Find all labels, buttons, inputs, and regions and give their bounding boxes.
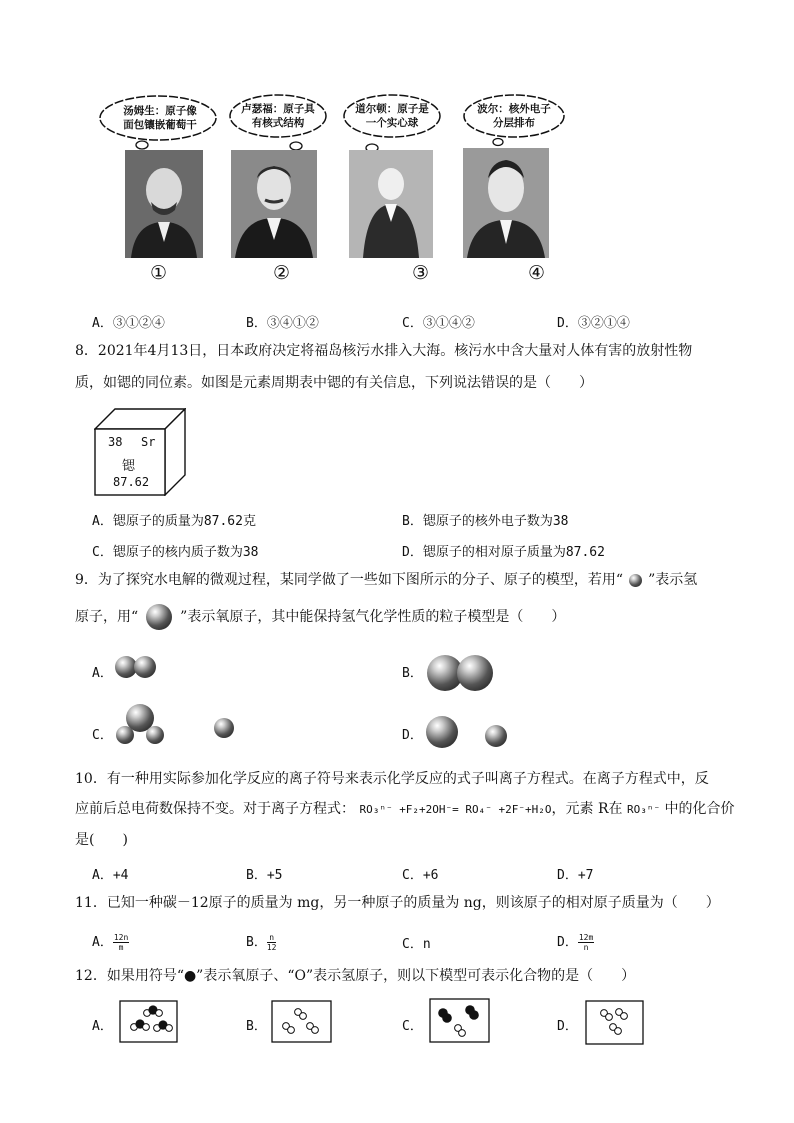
atomic-number: 38 <box>108 435 123 449</box>
bubble-text-line: 一个实心球 <box>365 117 419 129</box>
portrait-thomson <box>125 150 203 258</box>
element-symbol: Sr <box>141 435 156 449</box>
text-segment: ，元素 R在 <box>551 801 623 817</box>
option-c[interactable]: C．n <box>402 937 431 952</box>
option-a[interactable]: A．锶原子的质量为87.62克 <box>92 514 256 529</box>
question-9-text <box>75 570 697 590</box>
molecule-box-d <box>585 1000 645 1046</box>
numerator: 12n <box>113 933 129 942</box>
fraction <box>267 933 277 952</box>
option-a[interactable]: A． <box>92 666 113 681</box>
option-c[interactable]: C． <box>92 728 113 743</box>
fraction <box>578 933 594 952</box>
option-label: B． <box>246 935 267 950</box>
question-10-text: 是( ) <box>75 832 128 848</box>
text-segment: 原子，用“ <box>75 609 139 625</box>
option-a[interactable]: A． <box>92 1019 113 1034</box>
portrait-dalton <box>349 150 433 258</box>
portrait-rutherford <box>231 150 317 258</box>
hydrogen-atom-icon <box>134 656 156 678</box>
figure-number: ④ <box>528 262 546 284</box>
figure-number: ③ <box>412 262 430 284</box>
figure-number: ② <box>273 262 291 284</box>
oxygen-atom-icon <box>146 604 172 630</box>
denominator: m <box>118 943 124 952</box>
question-8-text: 8．2021年4月13日，日本政府决定将福岛核污水排入大海。核污水中含大量对人体有害的放射性物 <box>75 343 693 359</box>
bubble-text-line: 汤姆生：原子像 <box>123 105 197 117</box>
text-segment: 应前后总电荷数保持不变。对于离子方程式： <box>75 801 355 817</box>
ion-formula: RO₃ⁿ⁻ <box>626 803 661 816</box>
ionic-equation: RO₃ⁿ⁻ +F₂+2OH⁻= RO₄⁻ +2F⁻+H₂O <box>359 803 552 816</box>
atomic-mass: 87.62 <box>113 475 150 489</box>
bubble-text-line: 卢瑟福：原子具 <box>241 103 315 115</box>
option-d[interactable]: D．锶原子的相对原子质量为87.62 <box>402 545 605 560</box>
bubble-text-line: 波尔：核外电子 <box>477 103 551 115</box>
option-d[interactable]: D．+7 <box>557 868 594 883</box>
text-segment: 9．为了探究水电解的微观过程，某同学做了一些如下图所示的分子、原子的模型，若用“ <box>75 572 624 588</box>
option-b[interactable]: B．③④①② <box>246 316 319 331</box>
hydrogen-atom-icon <box>214 718 234 738</box>
option-c[interactable]: C． <box>402 1019 423 1034</box>
option-b[interactable]: B．+5 <box>246 868 283 883</box>
option-a[interactable]: A．③①②④ <box>92 316 165 331</box>
option-b[interactable] <box>246 931 276 952</box>
bubble-text-line: 面包镶嵌葡萄干 <box>123 119 197 131</box>
option-d[interactable] <box>557 931 594 952</box>
question-9-text <box>75 604 565 630</box>
oxygen-atom-icon <box>457 655 493 691</box>
portrait-bohr <box>463 148 549 258</box>
bubble-text-line: 道尔顿：原子是 <box>355 103 429 115</box>
bubble-text-line: 分层排布 <box>493 117 535 129</box>
question-10-text: 10．有一种用实际参加化学反应的离子符号来表示化学反应的式子叫离子方程式。在离子方程式中，反 <box>75 771 709 787</box>
element-name: 锶 <box>122 459 136 474</box>
molecule-box-b <box>271 1000 333 1044</box>
hydrogen-atom-icon <box>485 725 507 747</box>
text-segment: 中的化合价 <box>664 801 735 817</box>
option-b[interactable]: B．锶原子的核外电子数为38 <box>402 514 569 529</box>
fraction <box>113 933 129 952</box>
option-a[interactable]: A．+4 <box>92 868 129 883</box>
option-c[interactable]: C．+6 <box>402 868 439 883</box>
hydrogen-atom-icon <box>629 574 642 587</box>
hydrogen-atom-icon <box>116 726 134 744</box>
bubble-text-line: 有核式结构 <box>251 117 305 129</box>
numerator: 12m <box>578 933 594 942</box>
option-c[interactable]: C．③①④② <box>402 316 475 331</box>
option-d[interactable]: D． <box>557 1019 578 1034</box>
molecule-box-a <box>119 1000 179 1044</box>
option-b[interactable]: B． <box>246 1019 267 1034</box>
text-segment: ”表示氧原子，其中能保持氢气化学性质的粒子模型是（ ） <box>180 609 566 625</box>
oxygen-atom-icon <box>426 716 458 748</box>
option-label: D． <box>557 935 578 950</box>
option-d[interactable]: D．③②①④ <box>557 316 630 331</box>
question-11-text: 11．已知一种碳－12原子的质量为 mg，另一种原子的质量为 ng，则该原子的相对原子质量为（ ） <box>75 895 720 911</box>
molecule-box-c <box>429 998 491 1044</box>
option-c[interactable]: C．锶原子的核内质子数为38 <box>92 545 259 560</box>
option-b[interactable]: B． <box>402 666 423 681</box>
denominator: 12 <box>266 943 277 952</box>
figure-number: ① <box>150 262 168 284</box>
question-8-text: 质，如锶的同位素。如图是元素周期表中锶的有关信息，下列说法错误的是（ ） <box>75 375 593 391</box>
question-10-text <box>75 799 735 820</box>
option-label: A． <box>92 935 113 950</box>
hydrogen-atom-icon <box>146 726 164 744</box>
option-d[interactable]: D． <box>402 728 423 743</box>
question-12-text: 12．如果用符号“●”表示氧原子、“O”表示氢原子，则以下模型可表示化合物的是（ ） <box>75 968 636 984</box>
numerator: n <box>267 933 277 943</box>
text-segment: ”表示氢 <box>648 572 698 588</box>
option-a[interactable] <box>92 931 129 952</box>
denominator: n <box>583 943 589 952</box>
